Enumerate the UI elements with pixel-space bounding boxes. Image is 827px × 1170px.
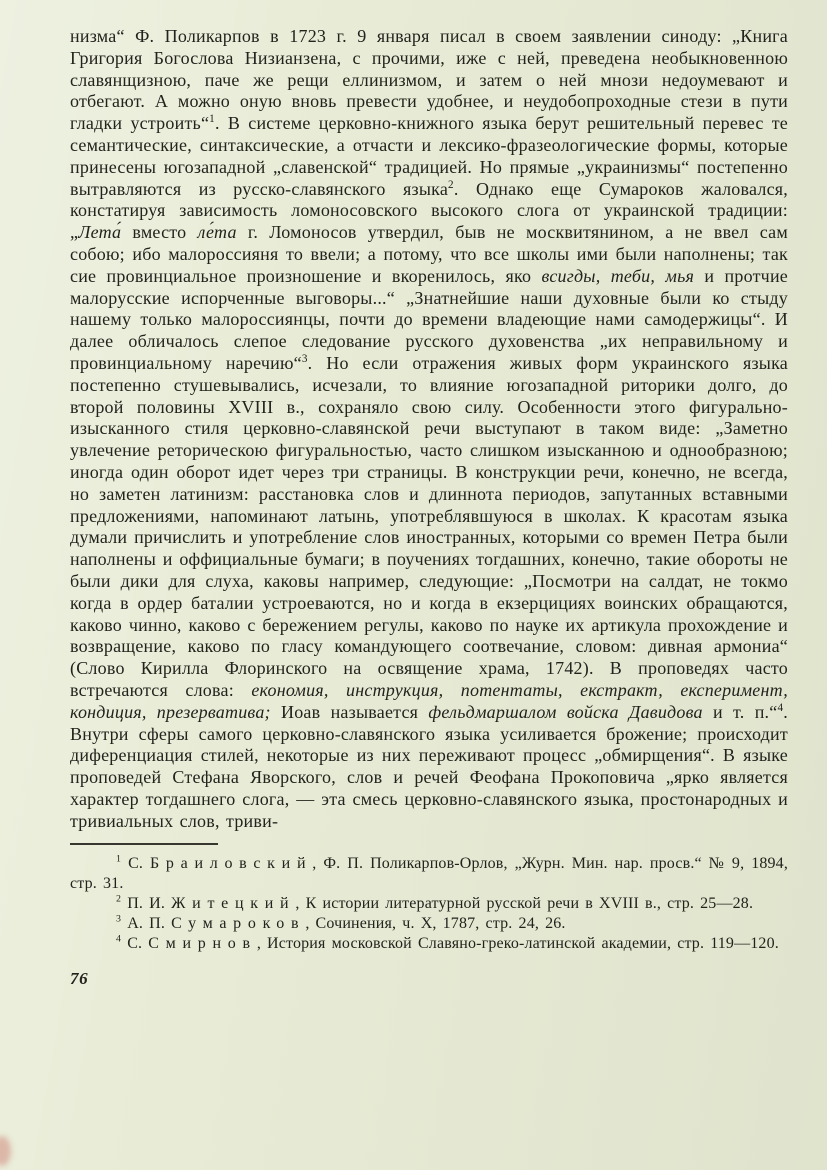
footnote-ref: 4 — [777, 701, 784, 714]
spaced-author-name: Сумароков — [171, 915, 306, 933]
footnote-2 — [70, 894, 788, 914]
footnote-1 — [70, 854, 788, 894]
text-run: , Ф. П. Поликарпов-Орлов, „Журн. Мин. нар. просв.“ № 9, 1894, стр. 31. — [70, 855, 788, 893]
footnote-ref: 4 — [116, 934, 122, 946]
footnotes-section — [70, 854, 788, 954]
emphasized-text: ле́та — [197, 222, 237, 243]
footnote-ref: 3 — [116, 914, 122, 926]
text-run: . Внутри сферы самого церковно-славянского языка усиливается брожение; происходит диференциация стилей, некоторые из них переживают процесс „обмирщения“. В языке проповедей Стефана Яворского, слов и речей Феофана Прокоповича „ярко является характер тогдашнего слога, — эта смесь церковно-славянского языка, простонародных и тривиальных слов, триви- — [70, 701, 788, 831]
footnote-ref: 1 — [209, 113, 215, 126]
emphasized-text: фельдмаршалом войска Давидова — [428, 701, 703, 722]
text-run: . Но если отражения живых форм украинского языка постепенно стушевывались, исчезали, то влияние югозападной риторики долго, до второй половины XVIII в., сохраняло свою силу. Особенности этого фигурально-изысканного стиля церковно-славянской речи выступают в таком виде: „Заметно увлечение реторическою фигуральностью, часто слишком изысканною и однообразною; иногда один оборот идет через три страницы. В конструкции речи, конечно, не всегда, но заметен латинизм: расстановка слов и длиннота периодов, запутанных вставными предложениями, напоминают латынь, употреблявшуюся в школах. К красотам языка думали причислить и употребление слов иностранных, которыми со времен Петра были наполнены и оффициальные бумаги; в поучениях тогдашних, конечно, такие обороты не были дики для слуха, каковы например, следующие: „Посмотри на салдат, не токмо когда в ордер баталии устроеваются, но и когда в екзерцициях воинских обращаются, каково чинно, каково с бережением регулы, каково по науке их артикула прохождение и возвращение, каково по гласу командующего соотвечание, словом: дивная армониа“ (Слово Кирилла Флоринского на освящение храма, 1742). В проповедях часто встречаются слова: — [70, 352, 788, 700]
text-run: , Сочинения, ч. X, 1787, стр. 24, 26. — [305, 915, 566, 933]
spaced-author-name: Браиловский — [150, 855, 313, 873]
footnote-ref: 1 — [116, 854, 122, 866]
footnote-ref: 3 — [301, 352, 308, 365]
body-text — [70, 26, 788, 832]
text-run: и т. п.“ — [702, 701, 778, 722]
text-run: и протчие малорусские испорченные выговоры...“ „Знатнейшие наши духовные были ко стыду нашему только малороссиянцы, почти до времени владеющие нами самодержицы“. И далее обличалось слепое следование русского духовенства „их неправильному и провинциальному наречию“ — [70, 265, 788, 373]
text-run: . В системе церковно-книжного языка берут решительный перевес те семантические, синтаксические, а отчасти и лексико-фразеологические формы, которые принесены югозападной „славенской“ традицией. Но прямые „украинизмы“ постепенно вытравляются из русско-славянского языка — [70, 113, 789, 199]
footnote-4 — [70, 934, 788, 954]
footnote-3 — [70, 914, 788, 934]
text-run: г. Ломоносов утвердил, быв не москвитянином, а не ввел сам собою; ибо малороссияня то ввели; а потому, что все школы ими были наполнены; так сие провинциальное произношение и вкоренилось, яко — [70, 222, 788, 286]
page-number: 76 — [70, 969, 89, 989]
footnote-divider — [70, 843, 218, 845]
footnote-ref: 2 — [448, 178, 454, 191]
emphasized-text: економия, инструкция, потентаты, екстракт, експеримент, кондиция, презерватива; — [70, 679, 788, 722]
text-run: С. — [121, 855, 151, 873]
text-run: низма“ Ф. Поликарпов в 1723 г. 9 января писал в своем заявлении синоду: „Книга Григория Богослова Низианзена, с прочими, иже с ней, преведена необыкновенною славянщизною, паче же рещи еллинизмом, и затем о ней мнози недоумевают и отбегают. А можно оную вновь превести удобнее, и неудобопроходные стези в пути гладки устроить“ — [70, 26, 788, 134]
spaced-author-name: Смирнов — [148, 935, 257, 953]
emphasized-text: Лета́ — [78, 222, 122, 243]
emphasized-text: всигды, теби, мья — [541, 265, 695, 286]
text-run: , История московской Славяно-греко-латинской академии, стр. 119—120. — [256, 935, 779, 953]
footnote-ref: 2 — [116, 894, 122, 906]
text-run: . Однако еще Сумароков жаловался, констатируя зависимость ломоносовского высокого слога от украинской традиции: „ — [70, 178, 788, 243]
text-run: П. И. — [121, 895, 172, 913]
text-run: вместо — [121, 222, 198, 243]
text-run: А. П. — [121, 915, 172, 933]
spaced-author-name: Житецкий — [171, 895, 296, 913]
text-run: , К истории литературной русской речи в XVIII в., стр. 25—28. — [295, 895, 754, 913]
text-run: Иоав называется — [270, 701, 429, 722]
scan-smudge-artifact — [0, 1136, 11, 1166]
text-run: С. — [121, 935, 149, 953]
